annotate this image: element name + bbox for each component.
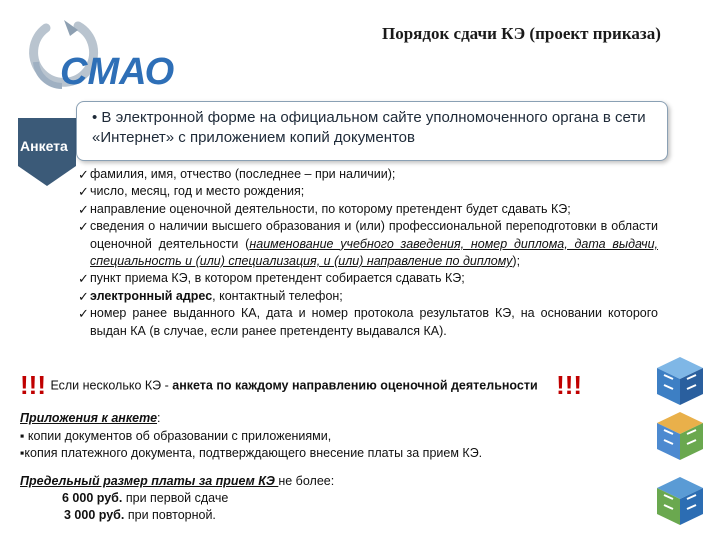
intro-text: • В электронной форме на официальном сайте уполномоченного органа в сети «Интернет» с приложением копий документов — [92, 109, 646, 146]
list-item: ✓ сведения о наличии высшего образования и (или) профессиональной переподготовки в области оценочной деятельности (наименование учебного заведения, номер диплома, дата выдачи, специальность и (или) специализация, и (или) направление по диплому); — [78, 219, 659, 269]
warning-text: Если несколько КЭ - — [50, 378, 173, 393]
warning-marks-left: !!! — [20, 370, 46, 400]
list-item: ✓ число, месяц, год и место рождения; — [78, 184, 305, 200]
list-item: ✓ направление оценочной деятельности, по которому претендент будет сдавать КЭ; — [78, 201, 571, 217]
fee-section: Предельный размер платы за прием КЭ не более: 6 000 руб. при первой сдаче 3 000 руб. при повторной. — [20, 474, 335, 522]
check-icon: ✓ — [78, 184, 89, 200]
puzzle-cube-image — [655, 410, 705, 462]
warning-marks-right: !!! — [556, 370, 583, 400]
check-icon: ✓ — [78, 219, 89, 235]
warning-bold: анкета по каждому направлению оценочной деятельности — [172, 378, 538, 393]
logo-text: СМАО — [60, 51, 175, 93]
list-item: ✓ электронный адрес, контактный телефон; — [78, 288, 343, 304]
list-item: ✓ фамилия, имя, отчество (последнее – при наличии); — [78, 167, 396, 182]
fee-heading: Предельный размер платы за прием КЭ — [20, 474, 279, 488]
appendix-heading: Приложения к анкете — [20, 411, 158, 425]
warning-line — [20, 370, 640, 401]
puzzle-cube-image — [655, 475, 705, 527]
check-icon: ✓ — [78, 271, 89, 287]
appendix-item: ▪ копии документов об образовании с приложениями, — [20, 428, 332, 443]
check-icon: ✓ — [78, 167, 89, 182]
smao-logo — [18, 12, 178, 102]
list-item: ✓ пункт приема КЭ, в котором претендент собирается сдавать КЭ; — [78, 271, 465, 287]
check-icon: ✓ — [78, 201, 89, 217]
check-icon: ✓ — [78, 306, 89, 322]
list-item: ✓ номер ранее выданного КА, дата и номер протокола результатов КЭ, на основании которого выдан КА (в случае, если ранее претенденту выдавался КА). — [78, 306, 658, 338]
fee-second-amount: 3 000 руб. — [64, 508, 125, 522]
check-icon: ✓ — [78, 288, 89, 304]
page-title: Порядок сдачи КЭ (проект приказа) — [382, 24, 661, 43]
puzzle-cube-image — [655, 355, 705, 407]
requirements-list — [80, 166, 658, 340]
fee-first-amount: 6 000 руб. — [62, 491, 123, 505]
appendix-item: ▪копия платежного документа, подтверждающего внесение платы за прием КЭ. — [20, 446, 483, 460]
appendix-section: Приложения к анкете: ▪ копии документов об образовании с приложениями, ▪копия платежного документа, подтверждающего внесение платы за прием КЭ. — [20, 410, 580, 463]
anketa-label: Анкета — [20, 138, 68, 154]
diploma-details: наименование учебного заведения, номер диплома, дата выдачи, специальность и (или) специализация, и (или) направление по диплому — [90, 236, 659, 269]
